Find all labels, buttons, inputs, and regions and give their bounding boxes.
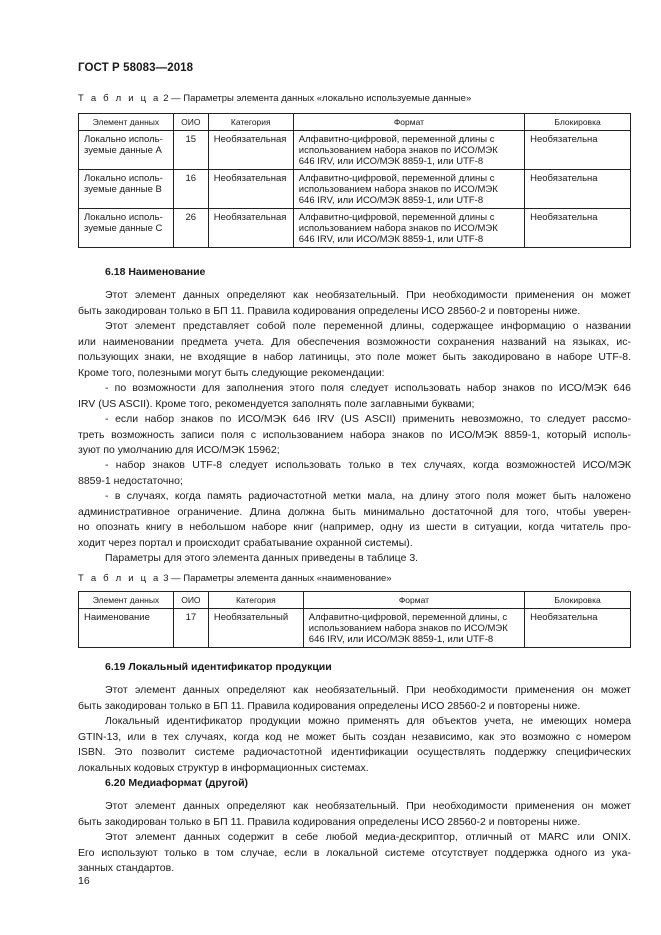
- cell-lock: Необязательна: [525, 609, 631, 648]
- column-header: Блокировка: [525, 114, 631, 131]
- s619-p1: [78, 683, 631, 714]
- table2-caption: [78, 93, 471, 104]
- cell-category: Необязательный: [208, 609, 303, 648]
- cell-format: Алфавитно-цифровой, переменной длины с использованием набора знаков по ИСО/МЭК 646 IRV, или ИСО/МЭК 8859-1, или UTF-8: [293, 131, 524, 170]
- text-line: GTIN-13, или в тех случаях, когда код не может быть создан независимо, как это возможно с номером: [78, 730, 631, 743]
- cell-lock: Необязательна: [525, 131, 631, 170]
- table3: [78, 591, 631, 648]
- cell-format: Алфавитно-цифровой, переменной длины с использованием набора знаков по ИСО/МЭК 646 IRV, или ИСО/МЭК 8859-1, или UTF-8: [293, 209, 524, 248]
- text-line: Этот элемент данных определяют как необязательный. При необходимости применения он может: [105, 289, 631, 301]
- column-header: Категория: [208, 592, 303, 609]
- s620-p1: [78, 799, 631, 830]
- text-line: занных стандартов.: [78, 862, 175, 874]
- text-line: Параметры для этого элемента данных приведены в таблице 3.: [105, 552, 419, 564]
- cell-lock: Необязательна: [525, 170, 631, 209]
- s618-bullet-2: [78, 412, 631, 459]
- text-line: - если набор знаков по ИСО/МЭК 646 IRV (US ASCII) применить невозможно, то следует рассмо-: [105, 413, 631, 425]
- s618-p2: [78, 319, 631, 381]
- text-line: зуют по умолчанию для ИСО/МЭК 15962;: [78, 444, 280, 456]
- section-6-18-heading: 6.18 Наименование: [105, 266, 206, 278]
- text-line: административное ограничение. Длина должна быть минимально достаточной для того, чтобы уверен-: [78, 505, 631, 518]
- text-line: - в случаях, когда память радиочастотной метки мала, на длину этого поля может быть наложено: [105, 490, 631, 502]
- text-line: локальных кодовых структур в информационных системах.: [78, 761, 369, 774]
- text-line: Этот элемент данных содержит в себе любой медиа-дескриптор, отличный от MARC или ONIX.: [105, 831, 631, 843]
- column-header: Элемент данных: [79, 114, 174, 131]
- text-line: 8859-1 недостаточно;: [78, 474, 183, 487]
- table3-header-row: [79, 592, 631, 609]
- text-line: или наименовании предмета учета. Для обеспечения возможности сохранения названий на языках, ис-: [78, 335, 631, 348]
- s618-bullet-1: [78, 381, 631, 412]
- table2-header-row: [79, 114, 631, 131]
- column-header: ОИО: [173, 592, 208, 609]
- cell-category: Необязательная: [208, 209, 293, 248]
- cell-oio: 26: [173, 209, 208, 248]
- text-line: ISBN. Это позволит системе радиочастотной идентификации осуществлять поддержку специфических: [78, 746, 631, 758]
- table-row: [79, 209, 631, 248]
- column-header: Формат: [303, 592, 524, 609]
- table2-caption-text: 2 — Параметры элемента данных «локально используемые данные»: [163, 93, 472, 104]
- text-line: быть закодирован только в БП 11. Правила кодирования определены ИСО 28560-2 и повторены ниже.: [78, 815, 581, 828]
- s620-p2: [78, 830, 631, 877]
- table-row: [79, 131, 631, 170]
- cell-oio: 15: [173, 131, 208, 170]
- column-header: ОИО: [173, 114, 208, 131]
- cell-element: Наименование: [79, 609, 174, 648]
- section-6-19-heading: 6.19 Локальный идентификатор продукции: [105, 661, 332, 673]
- text-line: ходит через портал и происходит срабатывание охранной системы).: [78, 536, 413, 549]
- text-line: - набор знаков UTF-8 следует использовать только в тех случаях, когда возможностей ИСО/МЭК: [105, 459, 631, 471]
- document-header: ГОСТ Р 58083—2018: [78, 62, 194, 74]
- cell-lock: Необязательна: [525, 209, 631, 248]
- s619-p2: [78, 714, 631, 776]
- text-line: Этот элемент представляет собой поле переменной длины, содержащее информацию о названии: [105, 320, 631, 332]
- table-row: [79, 170, 631, 209]
- table3-caption-text: 3 — Параметры элемента данных «наименование»: [163, 573, 392, 584]
- text-line: Его используют только в том случае, если в локальной системе отсутствует поддержка одного из ука-: [78, 846, 631, 859]
- cell-format: Алфавитно-цифровой, переменной длины с использованием набора знаков по ИСО/МЭК 646 IRV, или ИСО/МЭК 8859-1, или UTF-8: [293, 170, 524, 209]
- s618-p1: [78, 288, 631, 319]
- text-line: Этот элемент данных определяют как необязательный. При необходимости применения он может: [105, 800, 631, 812]
- section-6-20-heading: 6.20 Медиаформат (другой): [105, 777, 249, 789]
- text-line: быть закодирован только в БП 11. Правила кодирования определены ИСО 28560-2 и повторены ниже.: [78, 699, 581, 712]
- column-header: Формат: [293, 114, 524, 131]
- text-line: - по возможности для заполнения этого поля следует использовать набор знаков по ИСО/МЭК 646: [105, 382, 631, 394]
- column-header: Элемент данных: [79, 592, 174, 609]
- s618-p3: [78, 551, 631, 567]
- cell-element: Локально исполь- зуемые данные А: [79, 131, 174, 170]
- table2: [78, 113, 631, 248]
- text-line: Кроме того, полезными могут быть следующие рекомендации:: [78, 366, 385, 379]
- cell-oio: 17: [173, 609, 208, 648]
- s618-bullet-4: [78, 489, 631, 551]
- cell-category: Необязательная: [208, 170, 293, 209]
- text-line: быть закодирован только в БП 11. Правила кодирования определены ИСО 28560-2 и повторены ниже.: [78, 304, 581, 317]
- text-line: Локальный идентификатор продукции можно применять для объектов учета, не имеющих номера: [105, 715, 631, 727]
- cell-element: Локально исполь- зуемые данные В: [79, 170, 174, 209]
- table2-caption-prefix: Т а б л и ц а: [78, 93, 161, 104]
- text-line: пользующих знаки, не входящие в набор латиницы, это поле может быть закодировано в наборе UTF-8.: [78, 351, 631, 363]
- text-line: Этот элемент данных определяют как необязательный. При необходимости применения он может: [105, 684, 631, 696]
- cell-category: Необязательная: [208, 131, 293, 170]
- cell-oio: 16: [173, 170, 208, 209]
- table-row: [79, 609, 631, 648]
- table3-caption-prefix: Т а б л и ц а: [78, 573, 161, 584]
- table3-caption: [78, 573, 392, 584]
- s618-bullet-3: [78, 458, 631, 489]
- text-line: треть возможность записи поля с использованием набора знаков по ИСО/МЭК 8859-1, который исполь-: [78, 428, 631, 441]
- cell-element: Локально исполь- зуемые данные С: [79, 209, 174, 248]
- column-header: Блокировка: [525, 592, 631, 609]
- cell-format: Алфавитно-цифровой, переменной длины, с использованием набора знаков по ИСО/МЭК 646 IRV, или ИСО/МЭК 8859-1, или UTF-8: [303, 609, 524, 648]
- text-line: IRV (US ASCII). Кроме того, рекомендуется заполнять поле заглавными буквами;: [78, 397, 475, 410]
- text-line: но опознать книгу в небольшом наборе книг (например, одну из шести в ситуации, когда читатель про-: [78, 521, 631, 533]
- page-number: 16: [78, 875, 90, 887]
- column-header: Категория: [208, 114, 293, 131]
